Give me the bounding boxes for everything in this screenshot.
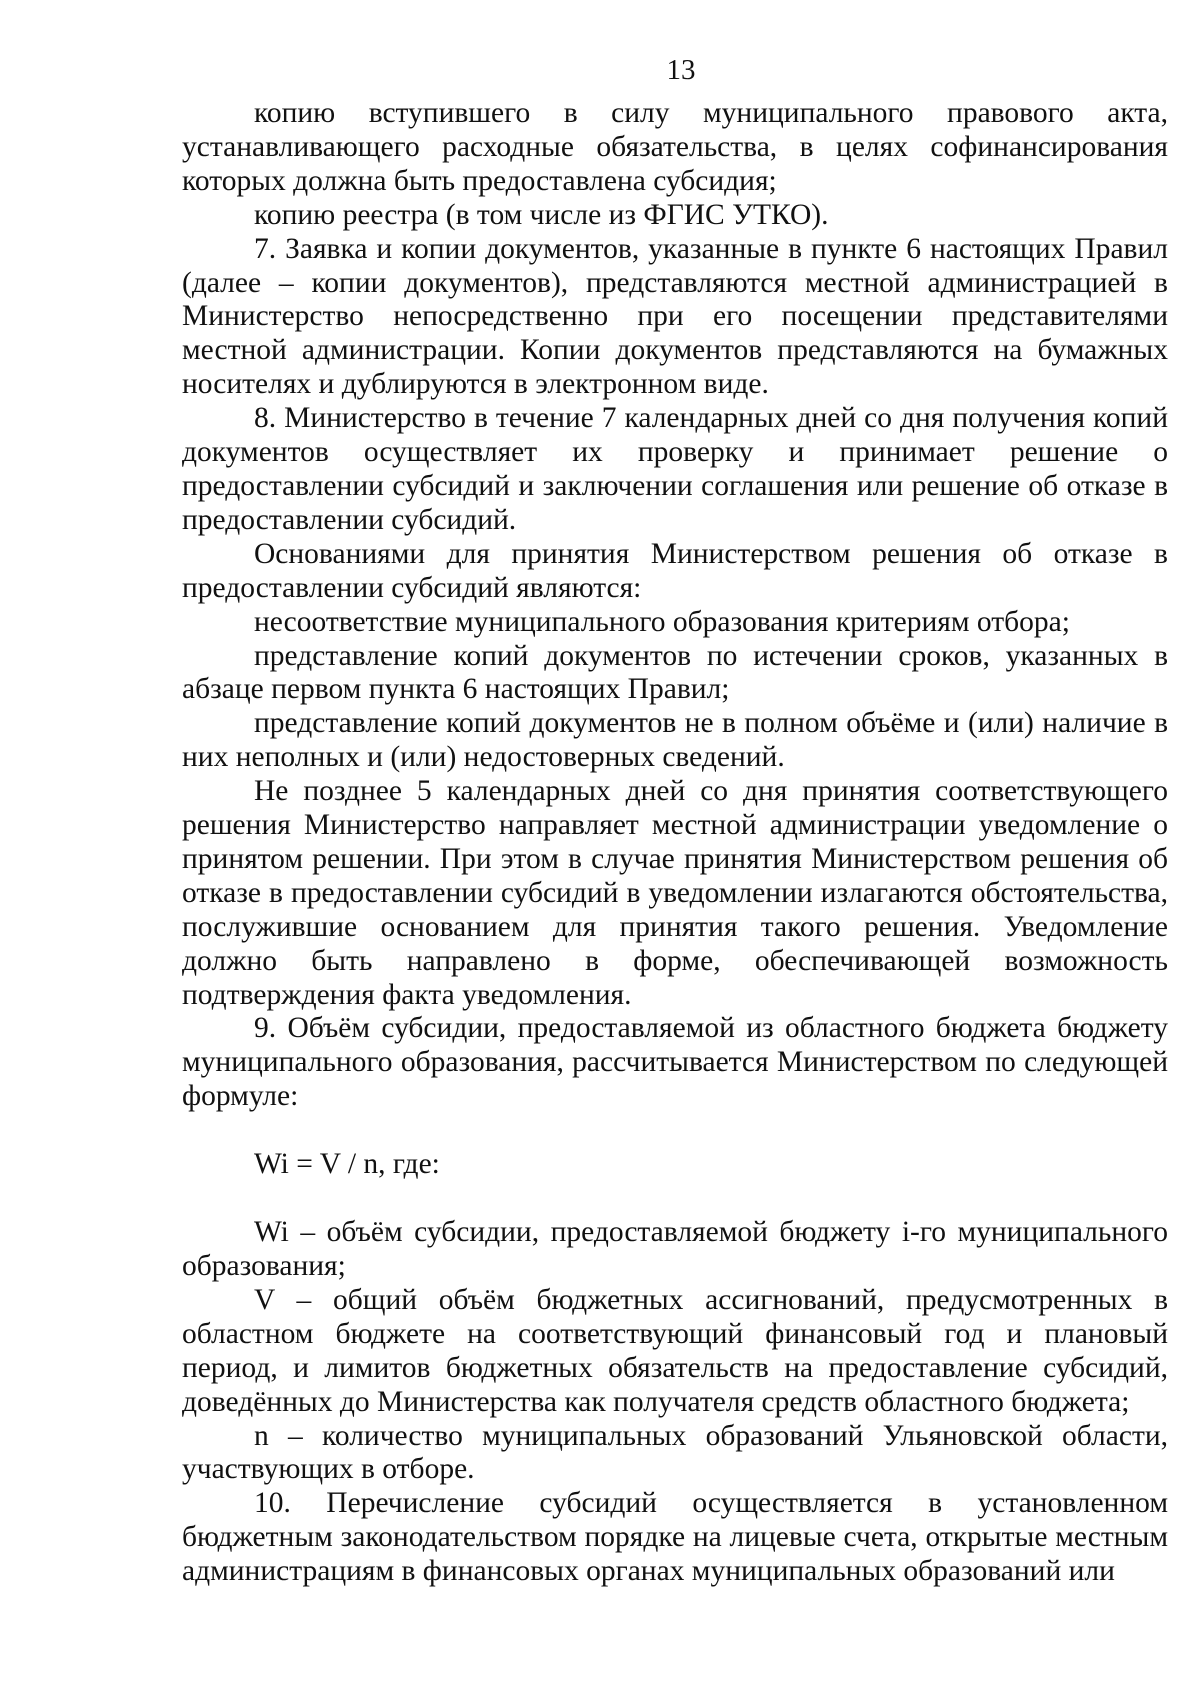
paragraph: 8. Министерство в течение 7 календарных дней со дня получения копий документов осуществляет их проверку и принимает решение о предоставлении субсидий и заключении соглашения или решение об отказе в предоставлении субсидий.: [182, 402, 1168, 536]
paragraph: представление копий документов по истечении сроков, указанных в абзаце первом пункта 6 настоящих Правил;: [182, 639, 1168, 706]
document-body: [182, 97, 1168, 1589]
paragraph: 7. Заявка и копии документов, указанные в пункте 6 настоящих Правил (далее – копии документов), представляются местной администрацией в Министерство непосредственно при его посещении представителями местной администрации. Копии документов представляются на бумажных носителях и дублируются в электронном виде.: [182, 232, 1168, 401]
paragraph: Не позднее 5 календарных дней со дня принятия соответствующего решения Министерство направляет местной администрации уведомление о принятом решении. При этом в случае принятия Министерством решения об отказе в предоставлении субсидий в уведомлении излагаются обстоятельства, послужившие основанием для принятия такого решения. Уведомление должно быть направлено в форме, обеспечивающей возможность подтверждения факта уведомления.: [182, 775, 1168, 1011]
paragraph: 9. Объём субсидии, предоставляемой из областного бюджета бюджету муниципального образования, рассчитывается Министерством по следующей формуле:: [182, 1012, 1168, 1113]
definition: Wi – объём субсидии, предоставляемой бюджету i-го муниципального образования;: [182, 1216, 1168, 1282]
definition: n – количество муниципальных образований Ульяновской области, участвующих в отборе.: [182, 1419, 1168, 1486]
paragraph: представление копий документов не в полном объёме и (или) наличие в них неполных и (или) недостоверных сведений.: [182, 707, 1168, 774]
spacer: [182, 1182, 1168, 1216]
spacer: [182, 1114, 1168, 1148]
paragraph: несоответствие муниципального образования критериям отбора;: [254, 605, 1070, 638]
definition: V – общий объём бюджетных ассигнований, предусмотренных в областном бюджете на соответствующий финансовый год и плановый период, и лимитов бюджетных обязательств на предоставление субсидий, доведённых до Министерства как получателя средств областного бюджета;: [182, 1283, 1168, 1418]
paragraph: копию реестра (в том числе из ФГИС УТКО).: [254, 198, 829, 231]
paragraph: Основаниями для принятия Министерством решения об отказе в предоставлении субсидий являются:: [182, 537, 1168, 604]
page-number: 13: [666, 54, 696, 86]
paragraph: копию вступившего в силу муниципального правового акта, устанавливающего расходные обязательства, в целях софинансирования которых должна быть предоставлена субсидия;: [182, 97, 1168, 197]
formula: Wi = V / n, где:: [254, 1148, 440, 1181]
paragraph: 10. Перечисление субсидий осуществляется в установленном бюджетным законодательством порядке на лицевые счета, открытые местным администрациям в финансовых органах муниципальных образований или: [182, 1487, 1168, 1588]
